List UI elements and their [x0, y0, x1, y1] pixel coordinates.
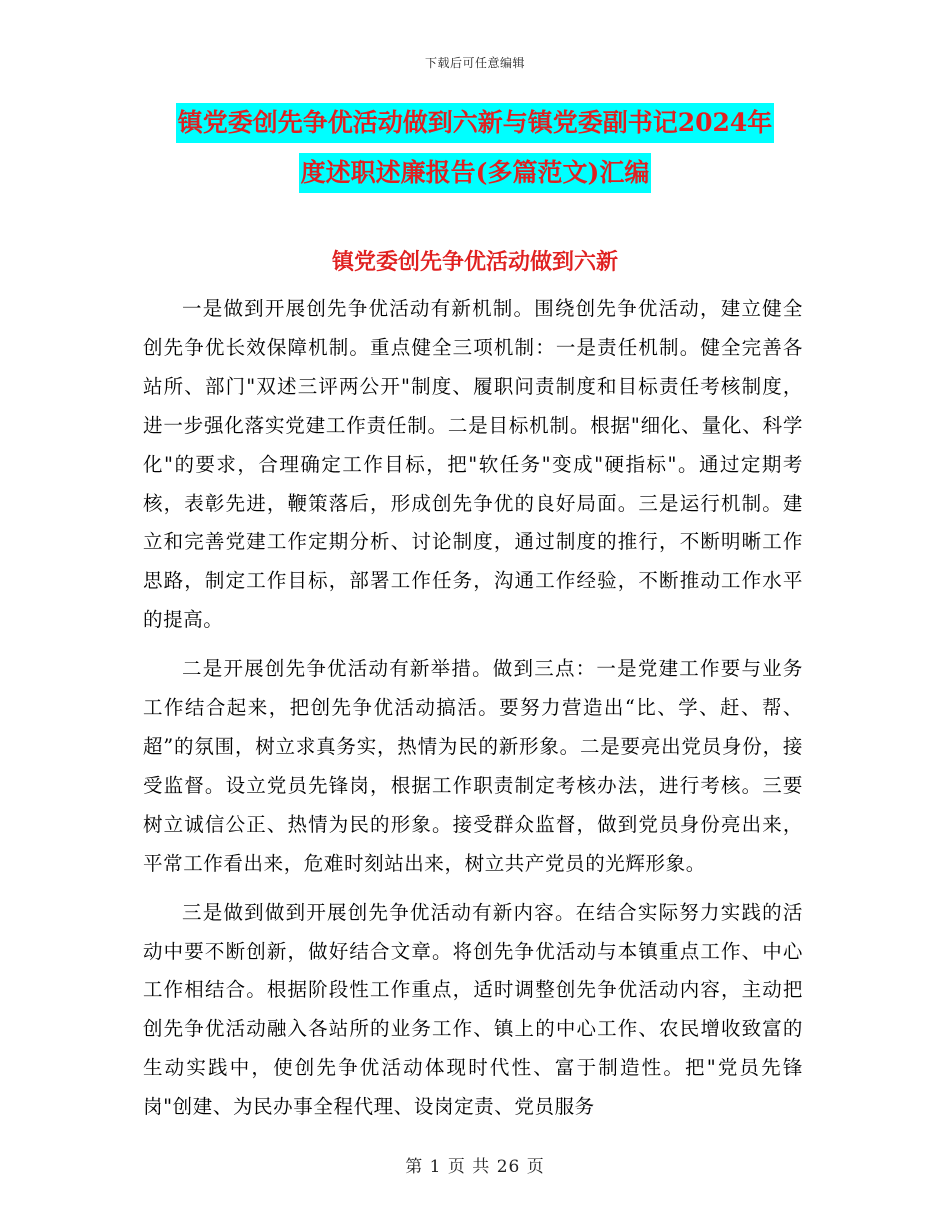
paragraph-3: 三是做到做到开展创先争优活动有新内容。在结合实际努力实践的活动中要不断创新，做好结合文章。将创先争优活动与本镇重点工作、中心工作相结合。根据阶段性工作重点，适时调整创先争优活动内容，主动把创先争优活动融入各站所的业务工作、镇上的中心工作、农民增收致富的生动实践中，使创先争优活动体现时代性、富于制造性。把"党员先锋岗"创建、为民办事全程代理、设岗定责、党员服务 [143, 900, 803, 1119]
section-title: 镇党委创先争优活动做到六新 [331, 249, 618, 275]
document-title-line-1: 镇党委创先争优活动做到六新与镇党委副书记2024年 [176, 103, 775, 143]
document-body [143, 290, 803, 1127]
paragraph-1: 一是做到开展创先争优活动有新机制。围绕创先争优活动，建立健全创先争优长效保障机制。重点健全三项机制：一是责任机制。健全完善各站所、部门"双述三评两公开"制度、履职问责制度和目标责任考核制度，进一步强化落实党建工作责任制。二是目标机制。根据"细化、量化、科学化"的要求，合理确定工作目标，把"软任务"变成"硬指标"。通过定期考核，表彰先进，鞭策落后，形成创先争优的良好局面。三是运行机制。建立和完善党建工作定期分析、讨论制度，通过制度的推行，不断明晰工作思路，制定工作目标，部署工作任务，沟通工作经验，不断推动工作水平的提高。 [143, 297, 803, 632]
document-title-line-2: 度述职述廉报告(多篇范文)汇编 [299, 153, 652, 193]
document-title-line-2-wrap [0, 153, 950, 193]
document-title-line-1-wrap [0, 103, 950, 143]
page-header-note: 下载后可任意编辑 [424, 56, 525, 70]
paragraph-2: 二是开展创先争优活动有新举措。做到三点：一是党建工作要与业务工作结合起来，把创先争优活动搞活。要努力营造出“比、学、赶、帮、超”的氛围，树立求真务实，热情为民的新形象。二是要亮出党员身份，接受监督。设立党员先锋岗，根据工作职责制定考核办法，进行考核。三要树立诚信公正、热情为民的形象。接受群众监督，做到党员身份亮出来，平常工作看出来，危难时刻站出来，树立共产党员的光辉形象。 [143, 657, 803, 875]
page-number-footer: 第 1 页 共 26 页 [405, 1157, 545, 1177]
